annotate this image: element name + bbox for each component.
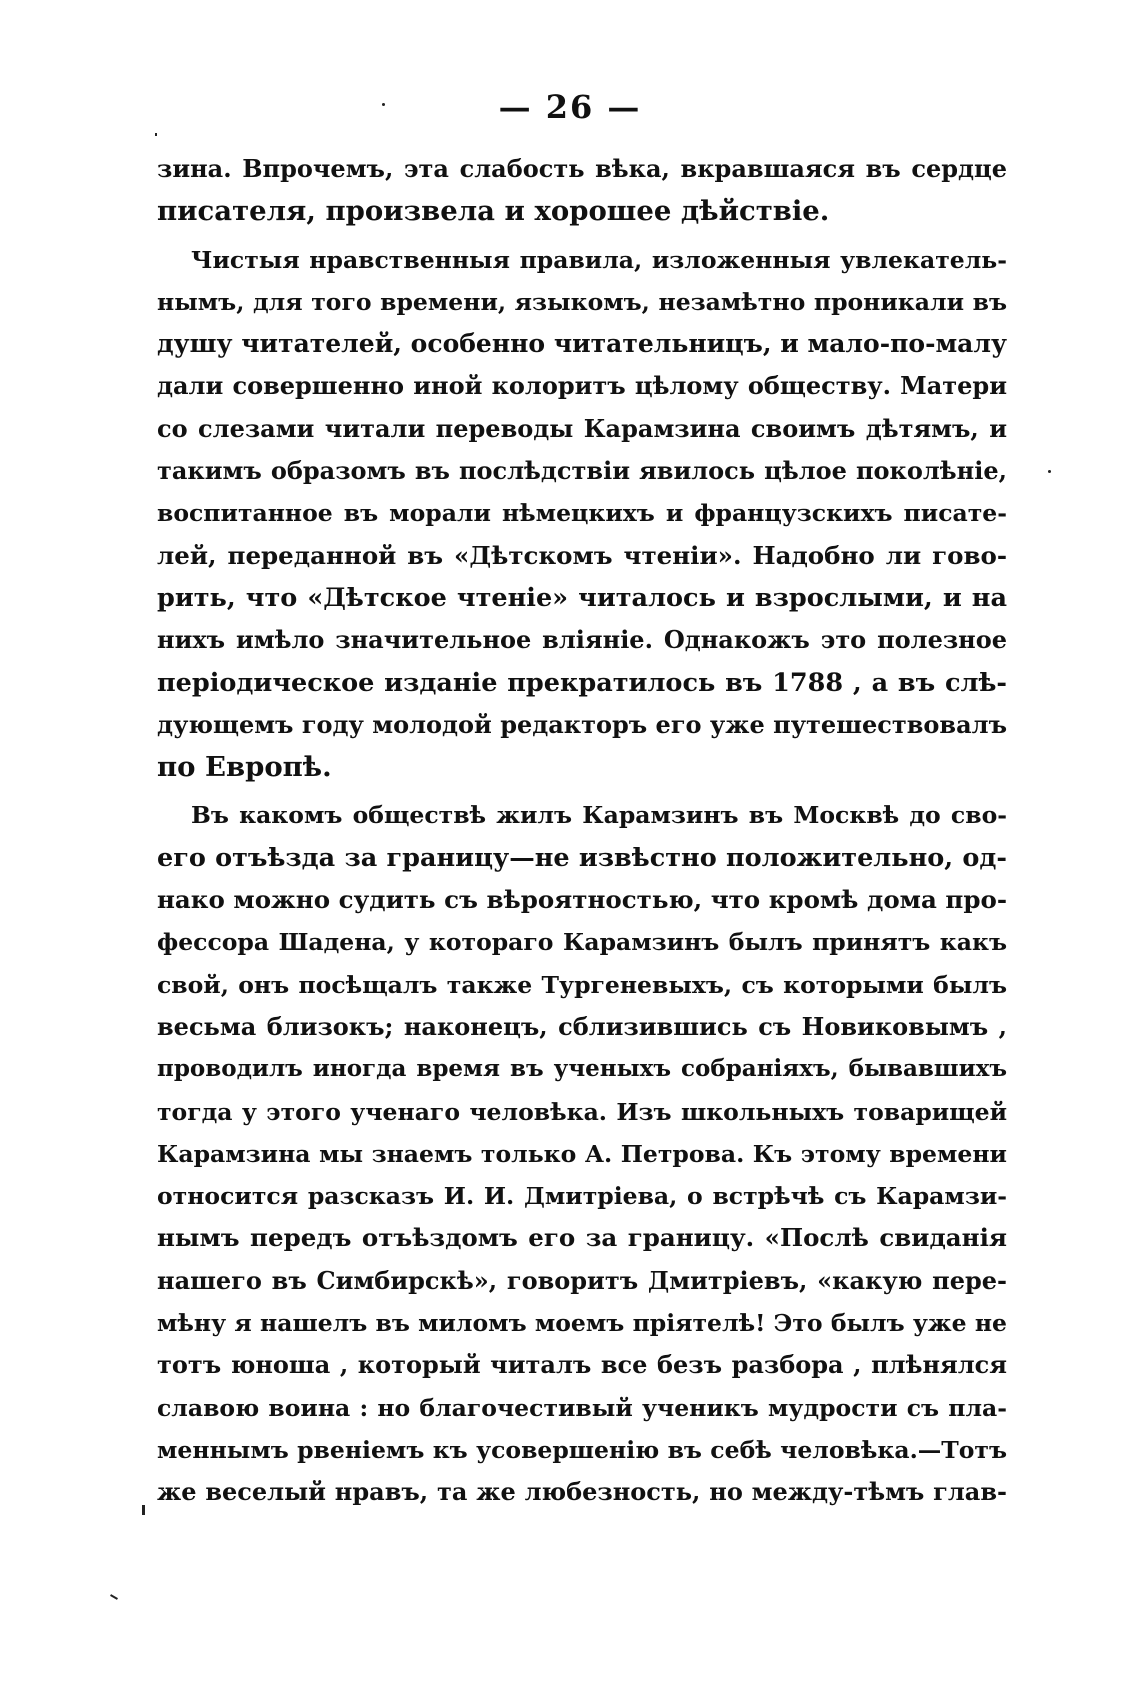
- text-line: со слезами читали переводы Карамзина своимъ дѣтямъ, и: [157, 413, 1007, 443]
- text-line: рить, что «Дѣтское чтеніе» читалось и взрослыми, и на: [157, 582, 1007, 613]
- text-line: относится разсказъ И. И. Дмитріева, о встрѣчѣ съ Карамзи-: [157, 1182, 1007, 1211]
- scan-speck: [155, 133, 157, 136]
- scan-speck: [1048, 470, 1051, 473]
- text-line: проводилъ иногда время въ ученыхъ собраніяхъ, бывавшихъ: [157, 1055, 1007, 1083]
- text-line: меннымъ рвеніемъ къ усовершенію въ себѣ человѣка.—Тотъ: [157, 1435, 1007, 1464]
- text-line: воспитанное въ морали нѣмецкихъ и французскихъ писате-: [157, 499, 1007, 528]
- scan-speck: [382, 103, 385, 106]
- text-line: тогда у этого ученаго человѣка. Изъ школьныхъ товарищей: [157, 1097, 1007, 1126]
- text-line: тотъ юноша , который читалъ все безъ разбора , плѣнялся: [157, 1350, 1007, 1380]
- text-line: нашего въ Симбирскѣ», говоритъ Дмитріевъ, «какую пере-: [157, 1265, 1007, 1295]
- scan-speck: [142, 1505, 145, 1515]
- text-line: дующемъ году молодой редакторъ его уже путешествовалъ: [157, 709, 1007, 739]
- text-line: мѣну я нашелъ въ миломъ моемъ пріятелѣ! Это былъ уже не: [157, 1309, 1007, 1338]
- text-line: душу читателей, особенно читательницъ, и мало-по-малу: [157, 329, 1007, 359]
- scan-speck: [110, 1594, 118, 1600]
- text-line: писателя, произвела и хорошее дѣйствіе.: [157, 195, 830, 228]
- text-line: нымъ, для того времени, языкомъ, незамѣтно проникали въ: [157, 287, 1007, 316]
- text-line: Въ какомъ обществѣ жилъ Карамзинъ въ Москвѣ до сво-: [191, 801, 1007, 830]
- page-number: — 26 —: [498, 88, 642, 126]
- text-line: славою воина : но благочестивый ученикъ мудрости съ пла-: [157, 1393, 1007, 1422]
- text-line: дали совершенно иной колоритъ цѣлому обществу. Матери: [157, 371, 1007, 401]
- text-line: нихъ имѣло значительное вліяніе. Однакожъ это полезное: [157, 625, 1007, 655]
- text-line: Чистыя нравственныя правила, изложенныя увлекатель-: [191, 245, 1007, 274]
- body-text: [157, 148, 1007, 1514]
- text-line: зина. Впрочемъ, эта слабость вѣка, вкравшаяся въ сердце: [157, 154, 1007, 183]
- text-line: же веселый нравъ, та же любезность, но между-тѣмъ глав-: [157, 1477, 1007, 1507]
- text-line: свой, онъ посѣщалъ также Тургеневыхъ, съ которыми былъ: [157, 970, 1007, 999]
- text-line: такимъ образомъ въ послѣдствіи явилось цѣлое поколѣніе,: [157, 456, 1007, 486]
- text-line: лей, переданной въ «Дѣтскомъ чтеніи». Надобно ли гово-: [157, 540, 1007, 570]
- text-line: весьма близокъ; наконецъ, сблизившись съ Новиковымъ ,: [157, 1011, 1007, 1041]
- text-line: фессора Шадена, у котораго Карамзинъ былъ принятъ какъ: [157, 928, 1007, 957]
- text-line: нако можно судить съ вѣроятностью, что кромѣ дома про-: [157, 885, 1007, 915]
- text-line: періодическое изданіе прекратилось въ 1788 , а въ слѣ-: [157, 667, 1007, 698]
- text-line: нымъ передъ отъѣздомъ его за границу. «Послѣ свиданія: [157, 1223, 1007, 1253]
- text-line: его отъѣзда за границу—не извѣстно положительно, од-: [157, 842, 1007, 873]
- text-line: Карамзина мы знаемъ только А. Петрова. Къ этому времени: [157, 1139, 1007, 1168]
- text-line: по Европѣ.: [157, 751, 332, 784]
